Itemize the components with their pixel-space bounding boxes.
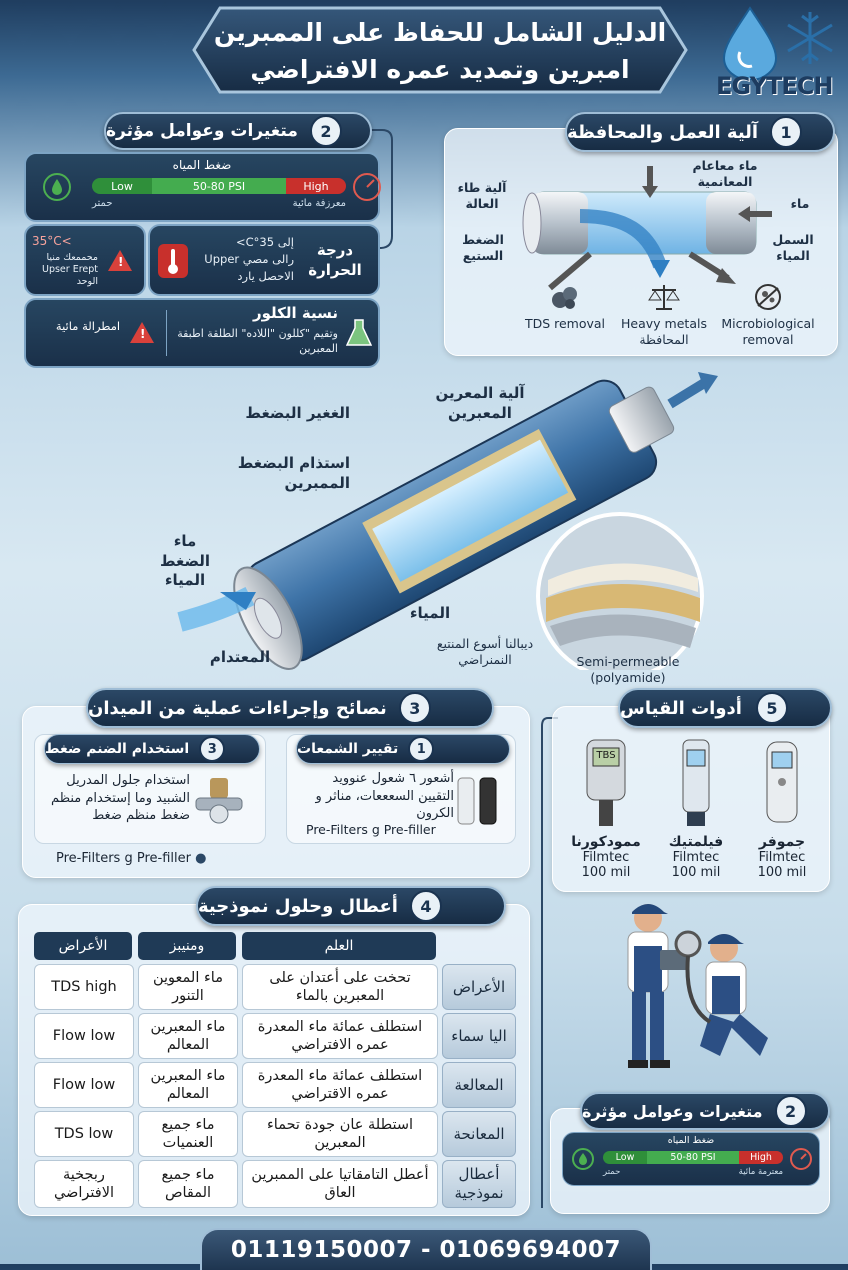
section-2b-title: متغيرات وعوامل مؤثرة xyxy=(582,1101,763,1121)
pressure-right-caption: معرزفة مائية xyxy=(292,198,346,209)
drop-gauge-icon xyxy=(42,172,72,202)
tip-2-text: استخدام جلول المدريل الشبيد وما إستخدام منظم ضغط منظم ضغط xyxy=(51,773,190,824)
table-header-2: ومنيبز xyxy=(138,932,236,960)
row-symptom: TDS high xyxy=(34,964,134,1010)
s1-label-b: ماء معاعام المعانمية xyxy=(692,158,758,190)
chlorine-warn-text: امطرالة مائية xyxy=(55,319,121,333)
center-label-f: المعتدام xyxy=(209,648,271,666)
pen-meter-icon xyxy=(757,738,807,830)
section-1-ribbon xyxy=(565,112,835,152)
snowflake-icon xyxy=(788,12,832,64)
section-2-number: 2 xyxy=(310,115,342,147)
center-label-e: المياء xyxy=(409,604,451,622)
section-5-title: أدوات القياس xyxy=(620,697,742,719)
s1-output-3 xyxy=(716,282,820,349)
row-solution: ماء جميع المقاص xyxy=(138,1160,238,1208)
logo xyxy=(712,2,842,102)
row-label: أعطال نموذجية xyxy=(442,1160,516,1208)
row-label: الأعراض xyxy=(442,964,516,1010)
center-label-a: الغغير البضغط xyxy=(245,404,350,422)
warn-temp: 35°C< xyxy=(32,234,72,248)
microbe-icon xyxy=(751,282,785,312)
s3-footer: Pre-Filters g Pre-filler ● xyxy=(56,851,207,866)
row-cause: استطلف عمائة ماء المعدرة عمره الاقتراضي xyxy=(242,1062,438,1108)
s1-output-1 xyxy=(516,282,614,332)
pressure-card xyxy=(24,152,380,222)
center-label-b: آلية المعرين المعبرين xyxy=(435,384,525,422)
phone-numbers: 01119150007 - 01069694007 xyxy=(230,1237,622,1263)
center-label-h: Semi-permeable (polyamide) xyxy=(576,654,680,686)
section-2-ribbon xyxy=(104,112,372,150)
header-banner xyxy=(190,4,690,96)
section-1-number: 1 xyxy=(770,116,802,148)
tool-2-spec: 100 mil xyxy=(671,865,721,880)
pressure-bar xyxy=(603,1151,783,1164)
tip-card-2-header xyxy=(44,734,260,764)
tool-3 xyxy=(564,738,648,880)
tip-1-sub: Pre-Filters g Pre-filler xyxy=(306,822,436,837)
chlorine-title: نسية الكلور xyxy=(253,304,338,322)
temp-items xyxy=(194,234,294,285)
drop-gauge-icon xyxy=(571,1147,595,1171)
row-symptom: Flow low xyxy=(34,1013,134,1059)
logo-text: EGYTECH xyxy=(716,72,833,100)
pen-meter-icon xyxy=(671,738,721,830)
s1-label-e: السمل المياء xyxy=(772,232,814,264)
section-2b-ribbon xyxy=(580,1092,830,1130)
pressure-high: High xyxy=(739,1151,783,1164)
s1-output-label: Heavy metals المحافظة xyxy=(621,316,707,348)
row-solution: ماء المعوين التنور xyxy=(138,964,238,1010)
row-label: المعانحة xyxy=(442,1111,516,1157)
section-1-title: آلية العمل والمحافظة xyxy=(567,121,759,143)
row-symptom: TDS low xyxy=(34,1111,134,1157)
section-2-title: متغيرات وعوامل مؤثرة xyxy=(106,121,298,141)
pressure-mid: 50-80 PSI xyxy=(152,178,286,194)
pressure-card-small xyxy=(562,1132,820,1186)
title-line2: امبرين وتمديد عمره الافتراضي xyxy=(250,55,630,84)
tool-1 xyxy=(740,738,824,880)
section-4-number: 4 xyxy=(410,890,442,922)
pressure-title: ضغط المياه xyxy=(667,1135,715,1146)
tip-1-title: تقيير الشمعات xyxy=(297,741,399,757)
row-cause: أعطل التامقاتيا على الممبرين العاق xyxy=(242,1160,438,1208)
tool-2 xyxy=(654,738,738,880)
thermometer-icon xyxy=(158,244,188,278)
pressure-title: ضغط المياه xyxy=(172,158,232,172)
tip-2-number: 3 xyxy=(199,736,225,762)
tool-3-name: ممودكورنا xyxy=(571,834,641,850)
tool-2-name: فيلمتيك xyxy=(668,834,724,850)
pressure-low: Low xyxy=(603,1151,647,1164)
row-solution: ماء جميع العنميات xyxy=(138,1111,238,1157)
s1-label-c: ماء xyxy=(790,196,810,211)
pressure-mid: 50-80 PSI xyxy=(647,1151,739,1164)
temp-card xyxy=(148,224,380,296)
center-label-c: استذام البضغط الممبرين xyxy=(237,454,350,492)
row-symptom: ربجخية الافتراضي xyxy=(34,1160,134,1208)
pressure-right-caption: معترمة مائية xyxy=(738,1167,783,1177)
chlorine-text: وتقيم "كللون "اللاده" الطلقة اطبقة المعبرين xyxy=(177,327,338,355)
tool-1-model: Filmtec xyxy=(758,850,806,865)
warning-icon: ! xyxy=(108,250,132,271)
temp-warning-card xyxy=(24,224,146,296)
pressure-high: High xyxy=(286,178,346,194)
dirt-icon xyxy=(548,282,582,312)
pressure-left-caption: حمتر xyxy=(92,198,113,209)
s1-output-2 xyxy=(616,282,712,349)
pressure-bar xyxy=(92,178,346,194)
row-cause: استطلف عمائة ماء المعدرة عمره الافتراضي xyxy=(242,1013,438,1059)
s1-output-label: Microbiological removal xyxy=(721,316,815,348)
tool-1-name: جموفر xyxy=(758,834,806,850)
tool-3-screen: TBS xyxy=(596,750,616,761)
section-4-title: أعطال وحلول نموذجية xyxy=(198,895,398,917)
tool-2-model: Filmtec xyxy=(672,850,720,865)
pressure-gauge-icon xyxy=(352,172,382,202)
tip-1-text: أشعور ٦ شعول عنوويد التقيين السعععات، مناثر و الكرون xyxy=(315,771,454,822)
row-cause: تحخت على أعتدان على المعبرين بالماء xyxy=(242,964,438,1010)
table-header-3: الأعراض xyxy=(34,932,132,960)
tip-card-1-header xyxy=(296,734,510,764)
row-solution: ماء المعبرين المعالم xyxy=(138,1062,238,1108)
center-label-g: ديبالنا أسوع المنتيع النمنراضي xyxy=(436,636,534,668)
pressure-gauge-icon xyxy=(789,1147,813,1171)
scale-icon xyxy=(647,282,681,312)
s1-output-label: TDS removal xyxy=(524,316,606,331)
section-5-ribbon xyxy=(618,688,832,728)
water-drop-icon xyxy=(712,2,842,80)
section-2b-number: 2 xyxy=(775,1095,807,1127)
filter-cartridges-icon xyxy=(456,772,500,828)
pressure-left-caption: حمتر xyxy=(603,1167,621,1177)
flask-icon xyxy=(346,318,372,348)
warning-icon: ! xyxy=(130,322,154,343)
table-header-1: العلم xyxy=(242,932,436,960)
tip-2-title: استخدام الضنم ضغط xyxy=(45,741,190,757)
center-label-d: ماء الضغط المياء xyxy=(159,532,211,589)
temp-item: رالى مصي Upper xyxy=(204,252,294,266)
section-3-title: نصائح وإجراءات عملية من الميدان xyxy=(88,697,387,719)
row-symptom: Flow low xyxy=(34,1062,134,1108)
tool-3-model: Filmtec xyxy=(582,850,630,865)
s1-label-a: آلية طاء العالة xyxy=(457,180,507,212)
section-5-number: 5 xyxy=(756,692,788,724)
pressure-low: Low xyxy=(92,178,152,194)
row-label: اليا سماء xyxy=(442,1013,516,1059)
section-4-ribbon xyxy=(196,886,506,926)
s1-label-d: الضغط الستيع xyxy=(462,232,504,264)
tool-3-spec: 100 mil xyxy=(581,865,631,880)
title-line1: الدليل الشامل للحفاظ على الممبرين xyxy=(213,18,667,47)
temp-title: درجة الحرارة xyxy=(308,241,362,279)
section-3-number: 3 xyxy=(399,692,431,724)
technicians-illustration xyxy=(600,896,800,1076)
section-3-ribbon xyxy=(86,688,494,728)
tool-1-spec: 100 mil xyxy=(757,865,807,880)
warn-temp-text: محممعك منيا Upser Erept الوحد xyxy=(41,252,98,287)
row-label: المعالعة xyxy=(442,1062,516,1108)
pressure-regulator-icon xyxy=(194,776,244,826)
chlorine-card xyxy=(24,298,380,368)
temp-item: إلى 35°C> xyxy=(235,235,294,249)
temp-item: الاحصل يارد xyxy=(237,269,294,283)
row-cause: استطلة عان جودة تحماء المعبرين xyxy=(242,1111,438,1157)
row-solution: ماء المعبرين المعالم xyxy=(138,1013,238,1059)
s3-footer-text: Pre-Filters g Pre-filler xyxy=(56,851,191,866)
tip-1-number: 1 xyxy=(408,736,434,762)
